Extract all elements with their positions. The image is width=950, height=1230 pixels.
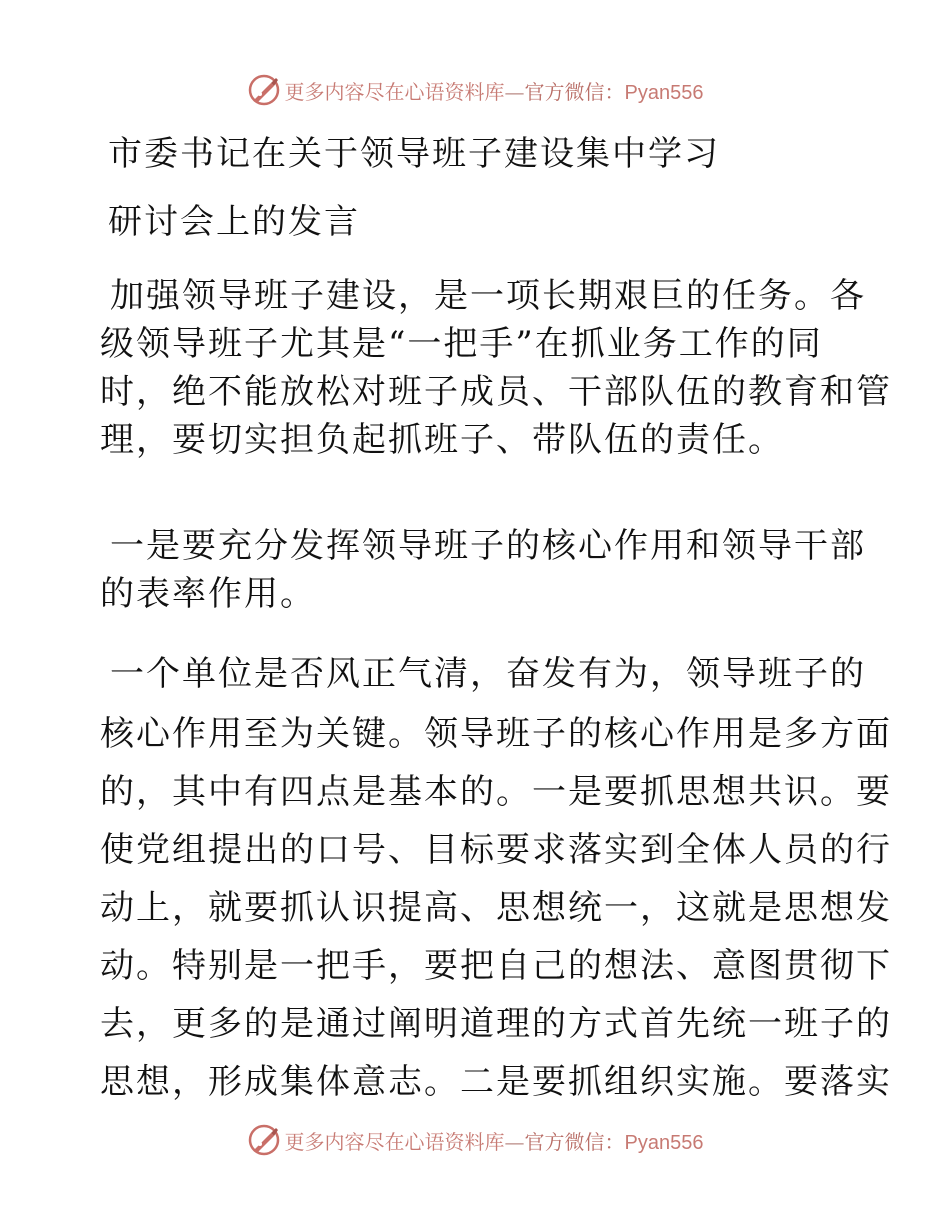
paragraph-line: 去，更多的是通过阐明道理的方式首先统一班子的 xyxy=(100,1004,892,1044)
title-line-1: 市委书记在关于领导班子建设集中学习 xyxy=(108,134,720,174)
paragraph-3 xyxy=(100,650,892,1106)
pen-logo-icon xyxy=(247,1123,281,1157)
paragraph-line: 加强领导班子建设，是一项长期艰巨的任务。各 xyxy=(110,276,866,316)
banner-main-text: 更多内容尽在心语资料库 xyxy=(284,79,505,104)
paragraph-line: 一是要充分发挥领导班子的核心作用和领导干部 xyxy=(110,526,866,566)
paragraph-line: 一个单位是否风正气清，奋发有为，领导班子的 xyxy=(110,654,866,694)
banner-text xyxy=(285,1126,704,1155)
title-block xyxy=(108,130,720,178)
paragraph-2 xyxy=(100,522,866,618)
banner-wechat-label: 官方微信： xyxy=(524,1129,625,1154)
banner-separator: — xyxy=(504,79,525,104)
paragraph-line: 理，要切实担负起抓班子、带队伍的责任。 xyxy=(100,420,784,460)
banner-text xyxy=(285,76,704,105)
paragraph-line: 时，绝不能放松对班子成员、干部队伍的教育和管 xyxy=(100,372,892,412)
pen-logo-icon xyxy=(247,73,281,107)
banner-wechat-label: 官方微信： xyxy=(524,79,625,104)
paragraph-line: 级领导班子尤其是“一把手”在抓业务工作的同 xyxy=(100,324,823,364)
paragraph-line: 的表率作用。 xyxy=(100,574,316,614)
paragraph-line: 动上，就要抓认识提高、思想统一，这就是思想发 xyxy=(100,888,892,928)
paragraph-line: 思想，形成集体意志。二是要抓组织实施。要落实 xyxy=(100,1062,892,1102)
paragraph-line: 使党组提出的口号、目标要求落实到全体人员的行 xyxy=(100,830,892,870)
footer-banner xyxy=(0,1120,950,1160)
banner-main-text: 更多内容尽在心语资料库 xyxy=(284,1129,505,1154)
paragraph-line: 核心作用至为关键。领导班子的核心作用是多方面 xyxy=(100,714,892,754)
paragraph-line: 的，其中有四点是基本的。一是要抓思想共识。要 xyxy=(100,772,892,812)
title-line-2: 研讨会上的发言 xyxy=(108,202,360,242)
header-banner xyxy=(0,70,950,110)
banner-wechat-id: Pyan556 xyxy=(624,1131,704,1154)
paragraph-line: 动。特别是一把手，要把自己的想法、意图贯彻下 xyxy=(100,946,892,986)
paragraph-1 xyxy=(100,272,892,464)
banner-separator: — xyxy=(504,1129,525,1154)
banner-wechat-id: Pyan556 xyxy=(624,81,704,104)
